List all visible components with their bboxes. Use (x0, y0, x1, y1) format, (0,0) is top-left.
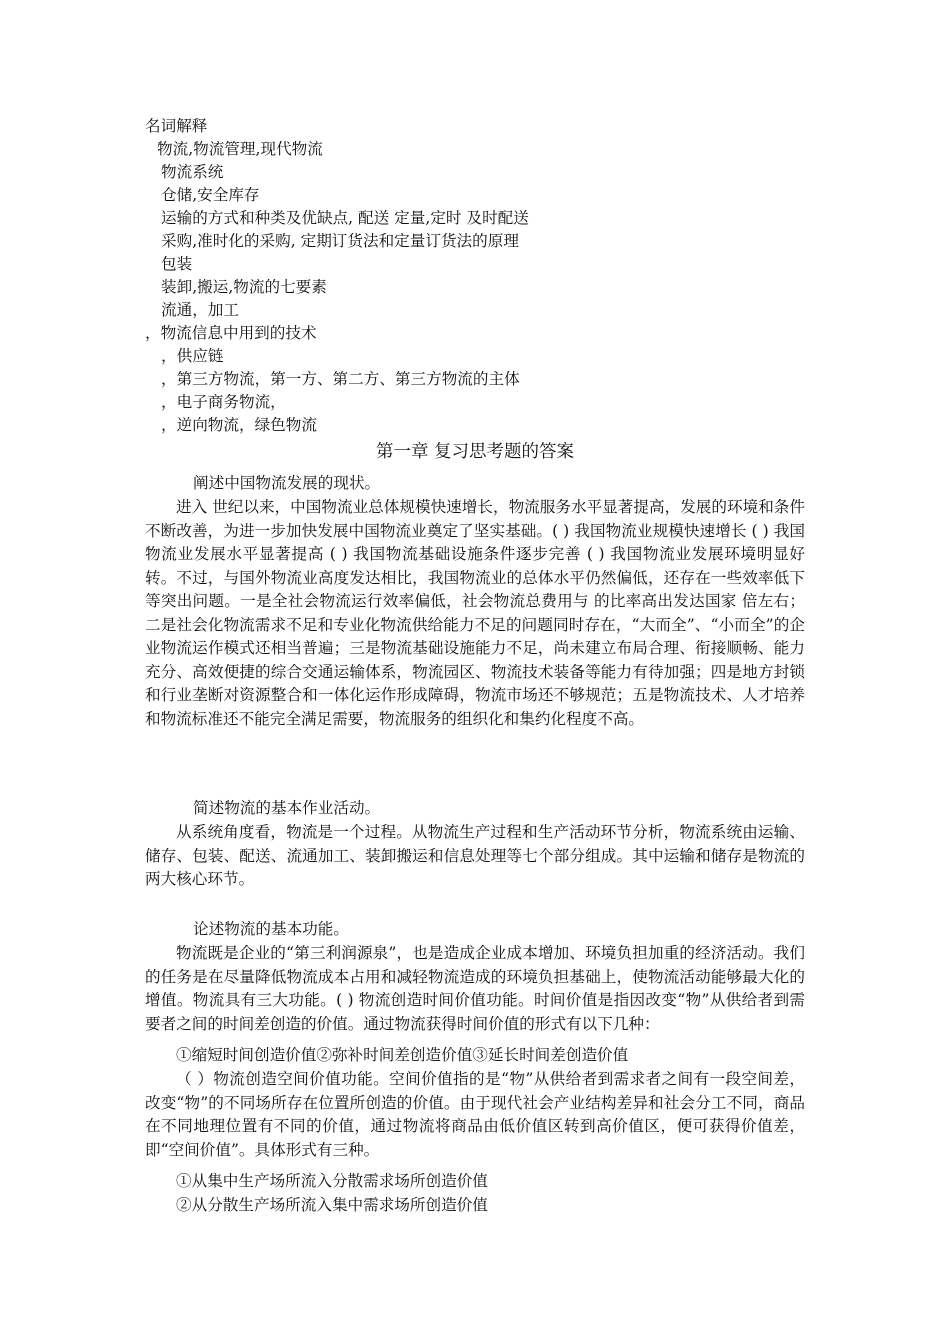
space-value-form: ②从分散生产场所流入集中需求场所创造价值 (176, 1196, 488, 1214)
glossary-item: 包装 (161, 255, 193, 273)
chapter-title: 第一章 复习思考题的答案 (375, 442, 575, 462)
question-heading: 论述物流的基本功能。 (193, 920, 349, 938)
answer-paragraph: 从系统角度看，物流是一个过程。从物流生产过程和生产活动环节分析，物流系统由运输、储存、包装、配送、流通加工、装卸搬运和信息处理等七个部分组成。其中运输和储存是物流的两大核心环节。 (145, 823, 805, 888)
glossary-item: ，物流信息中用到的技术 (145, 324, 317, 342)
glossary-item: 物流系统 (161, 163, 224, 181)
question-heading: 阐述中国物流发展的现状。 (193, 474, 381, 492)
glossary-item: 仓储,安全库存 (161, 186, 260, 204)
glossary-item: 运输的方式和种类及优缺点, 配送 定量,定时 及时配送 (161, 209, 529, 227)
time-value-forms: ①缩短时间创造价值②弥补时间差创造价值③延长时间差创造价值 (176, 1046, 629, 1064)
glossary-item: ，供应链 (161, 347, 224, 365)
glossary-item: 采购,准时化的采购, 定期订货法和定量订货法的原理 (161, 232, 519, 250)
glossary-item: 流通，加工 (161, 301, 239, 319)
answer-paragraph: 物流既是企业的“第三利润源泉”，也是造成企业成本增加、环境负担加重的经济活动。我们的任务是在尽量降低物流成本占用和减轻物流造成的环境负担基础上，使物流活动能够最大化的增值。物流具有三大功能。( ) 物流创造时间价值功能。时间价值是指因改变“物”从供给者到需要者之间的时间差创造的价值。通过物流获得时间价值的形式有以下几种： (145, 944, 805, 1033)
glossary-item: 装卸,搬运,物流的七要素 (161, 278, 327, 296)
answer-paragraph: （ ）物流创造空间价值功能。空间价值指的是“物”从供给者到需求者之间有一段空间差，改变“物”的不同场所存在位置所创造的价值。由于现代社会产业结构差异和社会分工不同，商品在不同地理位置有不同的价值，通过物流将商品由低价值区转到高价值区，便可获得价值差，即“空间价值”。具体形式有三种。 (145, 1070, 805, 1159)
glossary-item: ，电子商务物流， (161, 393, 286, 411)
answer-paragraph: 进入 世纪以来，中国物流业总体规模快速增长，物流服务水平显著提高，发展的环境和条件不断改善，为进一步加快发展中国物流业奠定了坚实基础。( ) 我国物流业规模快速增长 ( ) 我国物流业发展水平显著提高 ( ) 我国物流基础设施条件逐步完善 ( ) 我国物流业发展环境明显好转。不过，与国外物流业高度发达相比，我国物流业的总体水平仍然偏低，还存在一些效率低下等突出问题。一是全社会物流运行效率偏低，社会物流总费用与 的比率高出发达国家 倍左右；二是社会化物流需求不足和专业化物流供给能力不足的问题同时存在，“大而全”、“小而全”的企业物流运作模式还相当普遍；三是物流基础设施能力不足，尚未建立布局合理、衔接顺畅、能力充分、高效便捷的综合交通运输体系，物流园区、物流技术装备等能力有待加强；四是地方封锁和行业垄断对资源整合和一体化运作形成障碍，物流市场还不够规范；五是物流技术、人才培养和物流标准还不能完全满足需要，物流服务的组织化和集约化程度不高。 (145, 498, 805, 728)
glossary-item: ，逆向物流，绿色物流 (161, 416, 317, 434)
glossary-item: ，第三方物流，第一方、第二方、第三方物流的主体 (161, 370, 520, 388)
glossary-heading: 名词解释 (145, 117, 208, 135)
glossary-item: 物流,物流管理,现代物流 (157, 140, 323, 158)
space-value-form: ①从集中生产场所流入分散需求场所创造价值 (176, 1172, 488, 1190)
question-heading: 简述物流的基本作业活动。 (193, 799, 381, 817)
